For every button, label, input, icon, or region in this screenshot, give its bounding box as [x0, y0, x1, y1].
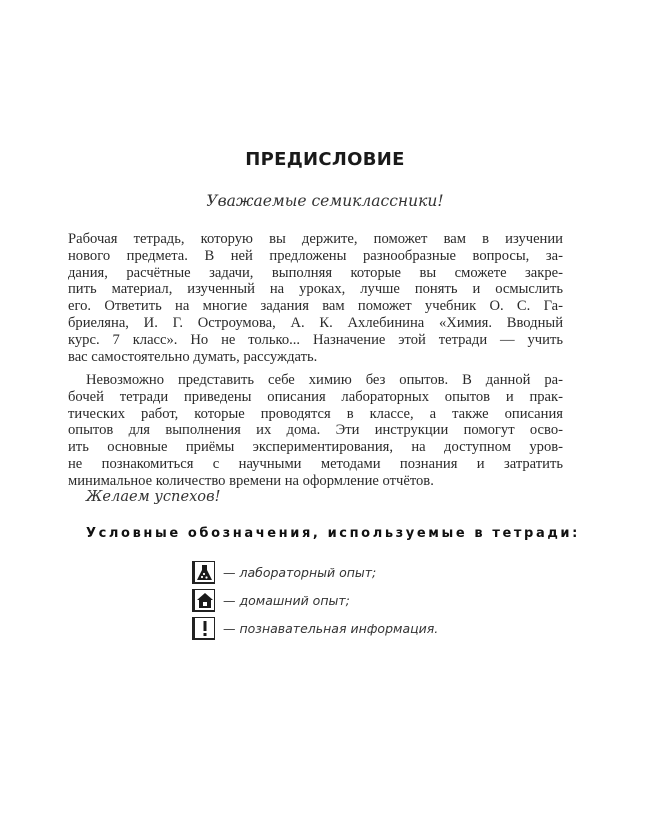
text-line: его. Ответить на многие задания вам поможет учебник О. С. Га-: [68, 298, 563, 315]
text-line: минимальное количество времени на оформление отчётов.: [68, 472, 434, 489]
text-line: тических работ, которые проводятся в классе, а также описания: [68, 405, 563, 422]
text-line: Рабочая тетрадь, которую вы держите, поможет вам в изучении: [68, 231, 563, 247]
text-line: вас самостоятельно думать, рассуждать.: [68, 348, 318, 365]
legend-text: — домашний опыт;: [223, 593, 350, 608]
text-line: бриеляна, И. Г. Остроумова, А. К. Ахлебинина «Химия. Вводный: [68, 314, 563, 331]
legend-item-home: [192, 589, 350, 612]
text-line: бочей тетради приведены описания лабораторных опытов и прак-: [68, 388, 563, 405]
legend-text: — лабораторный опыт;: [223, 565, 377, 580]
paragraph-2: [68, 372, 563, 490]
legend-text: — познавательная информация.: [223, 621, 439, 636]
text-line: дания, расчётные задачи, выполняя которые вы сможете закре-: [68, 264, 563, 281]
house-icon: [192, 589, 215, 612]
text-line: пить материал, изученный на уроках, лучше понять и осмыслить: [68, 281, 563, 298]
text-line: Невозможно представить себе химию без опытов. В данной ра-: [86, 372, 563, 388]
text-line: опытов для выполнения их дома. Эти инструкции помогут осво-: [68, 422, 563, 439]
flask-icon: [192, 561, 215, 584]
paragraph-1: [68, 231, 563, 365]
text-line: курс. 7 класс». Но не только... Назначение этой тетради — учить: [68, 331, 563, 348]
text-line: ить основные приёмы экспериментирования, на доступном уров-: [68, 439, 563, 456]
text-line: не познакомиться с научными методами познания и затратить: [68, 455, 563, 472]
closing-wish: Желаем успехов!: [86, 488, 221, 505]
legend-item-info: [192, 617, 438, 640]
text-line: нового предмета. В ней предложены разнообразные вопросы, за-: [68, 247, 563, 264]
legend-item-lab: [192, 561, 376, 584]
exclamation-icon: [192, 617, 215, 640]
legend-title: Условные обозначения, используемые в тетради:: [86, 526, 580, 541]
page-title: ПРЕДИСЛОВИЕ: [245, 149, 405, 170]
greeting: Уважаемые семиклассники!: [206, 192, 444, 210]
